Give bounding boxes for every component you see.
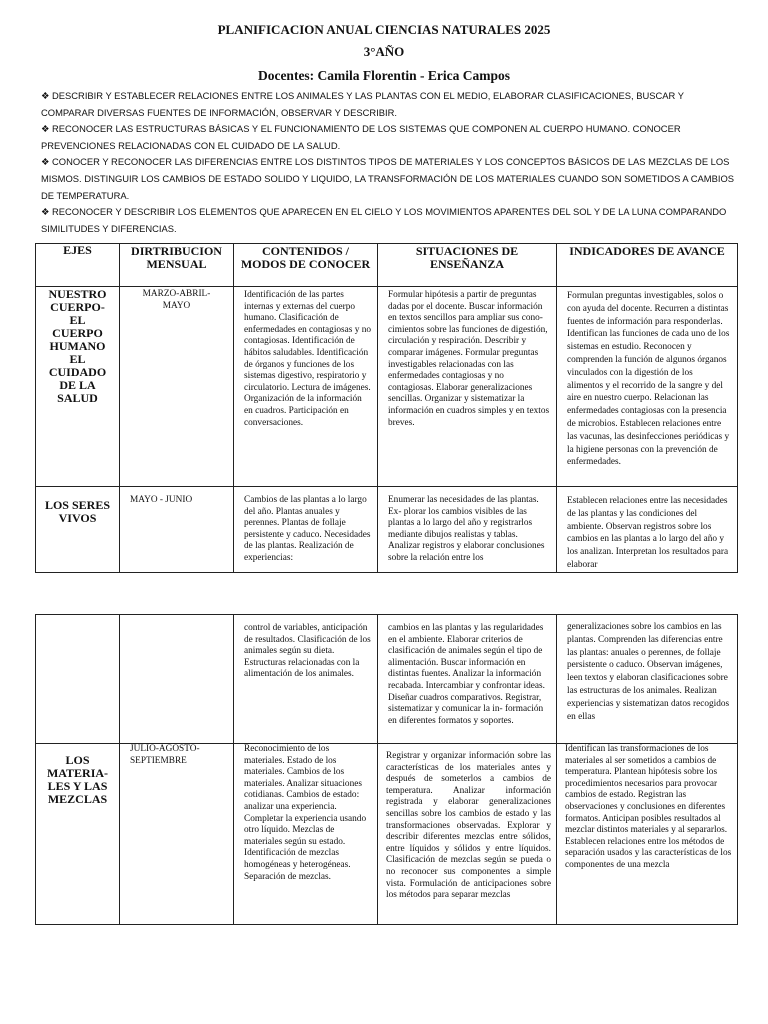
situations-text: Enumerar las necesidades de las plantas. Ex- plorar los cambios visibles de las plantas a lo largo del año y registrarlos mediante dibujos realistas y tablas. Analizar registros y elaborar conclusiones sobre la relación entre los	[388, 495, 545, 563]
objective-item: ❖ CONOCER Y RECONOCER LAS DIFERENCIAS ENTRE LOS DISTINTOS TIPOS DE MATERIALES Y LOS CONCEPTOS BÁSICOS DE LAS MEZCLAS DE LOS MISMOS. DISTINGUIR LOS CAMBIOS DE ESTADO SOLIDO Y LIQUIDO, LA TRANSFORMACIÓN DE LOS MATERIALES CUANDO SON SOMETIDOS A CAMBIOS DE TEMPERATURA.	[41, 156, 735, 201]
objective-item: ❖ RECONOCER LAS ESTRUCTURAS BÁSICAS Y EL FUNCIONAMIENTO DE LOS SISTEMAS QUE COMPONEN AL CUERPO HUMANO. CONOCER PREVENCIONES RELACIONADAS CON EL CUIDADO DE LA SALUD.	[41, 123, 681, 151]
indicators-cell: Identifican las transformaciones de los materiales al ser sometidos a cambios de temperatura. Plantean hipótesis sobre los procedimientos necesarios para provocar cambios de estado. Registran las observaciones y conclusiones en diferentes formatos. Anticipan posibles resultados al mezclar distintos materiales y al separarlos. Establecen relaciones entre los métodos de separación usados y las características de los componentes de una mezcla	[557, 744, 738, 925]
contents-cell	[234, 487, 378, 573]
months-cell: JULIO-AGOSTO- SEPTIEMBRE	[120, 744, 234, 925]
empty-cell	[120, 615, 234, 744]
header-indicadores: INDICADORES DE AVANCE	[557, 244, 738, 287]
months-cell: MAYO - JUNIO	[120, 487, 234, 573]
table-row	[36, 287, 738, 487]
objectives-list	[41, 88, 736, 237]
situations-cell	[378, 487, 557, 573]
header-situaciones: SITUACIONES DE ENSEÑANZA	[378, 244, 557, 287]
indicators-text: Establecen relaciones entre las necesidades de las plantas y las condiciones del ambiente. Observan registros sobre los cambios en las plantas a lo largo del año y los analizan. Interpretan los resultados para elaborar	[567, 496, 729, 569]
eje-materiales-mezclas: LOS MATERIA- LES Y LAS MEZCLAS	[36, 744, 120, 925]
header-contenidos: CONTENIDOS / MODOS DE CONOCER	[234, 244, 378, 287]
table-row-continuation	[36, 615, 738, 744]
months-cell: MARZO-ABRIL- MAYO	[120, 287, 234, 487]
indicators-cell	[557, 487, 738, 573]
situations-cell: cambios en las plantas y las regularidades en el ambiente. Elaborar criterios de clasificación de animales según el tipo de alimentación. Buscar información en distintas fuentes. Analizar la información recabada. Intercambiar y confrontar ideas. Diseñar cuadros comparativos. Registrar, sistematizar y comunicar la in- formación en diferentes formatos y soportes.	[378, 615, 557, 744]
objective-item: ❖ DESCRIBIR Y ESTABLECER RELACIONES ENTRE LOS ANIMALES Y LAS PLANTAS CON EL MEDIO, ELABORAR CLASIFICACIONES, BUSCAR Y COMPARAR DIVERSAS FUENTES DE INFORMACIÓN, OBSERVAR Y DESCRIBIR.	[41, 90, 684, 118]
grade-heading: 3°AÑO	[363, 44, 405, 59]
table-row	[36, 744, 738, 925]
objective-item: ❖ RECONOCER Y DESCRIBIR LOS ELEMENTOS QUE APARECEN EN EL CIELO Y LOS MOVIMIENTOS APARENTES DEL SOL Y DE LA LUNA COMPARANDO SIMILITUDES Y DIFERENCIAS.	[41, 206, 727, 234]
table-header-row	[36, 244, 738, 287]
eje-cuerpo-humano: NUESTRO CUERPO- EL CUERPO HUMANO EL CUIDADO DE LA SALUD	[36, 287, 120, 487]
contents-cell: Identificación de las partes internas y externas del cuerpo humano. Clasificación de enfermedades en contagiosas y no contagiosas. Identificación de hábitos saludables. Identificación de órganos y funciones de los sistemas digestivo, respiratorio y circulatorio. Lectura de imágenes. Organización de la información en cuadros. Participación en conversaciones.	[234, 287, 378, 487]
contents-cell: control de variables, anticipación de resultados. Clasificación de los animales según su dieta. Estructuras relacionadas con la alimentación de los animales.	[234, 615, 378, 744]
contents-text: Cambios de las plantas a lo largo del año. Plantas anuales y perennes. Plantas de follaje persistente y caduco. Necesidades de las plantas. Realización de experiencias:	[244, 495, 371, 563]
indicators-cell: generalizaciones sobre los cambios en las plantas. Comprenden las diferencias entre las plantas: anuales o perennes, de follaje persistente o caduco. Observan imágenes, leen textos y elaboran clasificaciones sobre las estructuras de los animales. Realizan experiencias y sistematizan datos recogidos en ellas	[557, 615, 738, 744]
situations-cell: Formular hipótesis a partir de preguntas dadas por el docente. Buscar información en textos sencillos para ampliar sus cono- cimientos sobre las funciones de digestión, circulación y respiración. Describir y comparar imágenes. Formular preguntas investigables relacionadas con las enfermedades contagiosas y no contagiosas. Elaborar generalizaciones sencillas. Organizar y sistematizar la información en cuadros simples y en textos breves.	[378, 287, 557, 487]
contents-cell: Reconocimiento de los materiales. Estado de los materiales. Cambios de los materiales. Analizar situaciones cotidianas. Cambios de estado: analizar una experiencia. Completar la experiencia usando otro líquido. Mezclas de materiales según su estado. Identificación de mezclas homogéneas y heterogéneas. Separación de mezclas.	[234, 744, 378, 925]
header-distribucion: DIRTRIBUCION MENSUAL	[120, 244, 234, 287]
eje-seres-vivos: LOS SERES VIVOS	[36, 487, 120, 573]
planning-table-page1	[35, 243, 738, 573]
empty-cell	[36, 615, 120, 744]
situations-cell: Registrar y organizar información sobre las características de los materiales antes y después de someterlos a cambios de temperatura. Analizar información registrada y elaborar generalizaciones sencillas sobre los cambios de estado y las transformaciones observadas. Explorar y describir diferentes mezclas entre sólidos, entre líquidos y sólidos y entre líquidos. Clasificación de mezclas según se pueda o no reconocer sus componentes a simple vista. Formulación de anticipaciones sobre los métodos para separar mezclas	[378, 744, 557, 925]
indicators-cell: Formulan preguntas investigables, solos o con ayuda del docente. Recurren a distintas fuentes de información para responderlas. Identifican las funciones de cada uno de los sistemas en estudio. Reconocen y comprenden la función de algunos órganos vinculados con la digestión de los alimentos y el recorrido de la sangre y del aire en nuestro cuerpo. Relacionan las enfermedades contagiosas con la presencia de microbios. Establecen relaciones entre las vacunas, las desinfecciones periódicas y la higiene personas con la prevención de enfermedades.	[557, 287, 738, 487]
planning-table-page2	[35, 614, 738, 925]
document-title: PLANIFICACION ANUAL CIENCIAS NATURALES 2025	[217, 22, 551, 37]
teachers-heading: Docentes: Camila Florentin - Erica Campos	[257, 68, 511, 83]
table-row	[36, 487, 738, 573]
header-ejes: EJES	[36, 244, 120, 287]
